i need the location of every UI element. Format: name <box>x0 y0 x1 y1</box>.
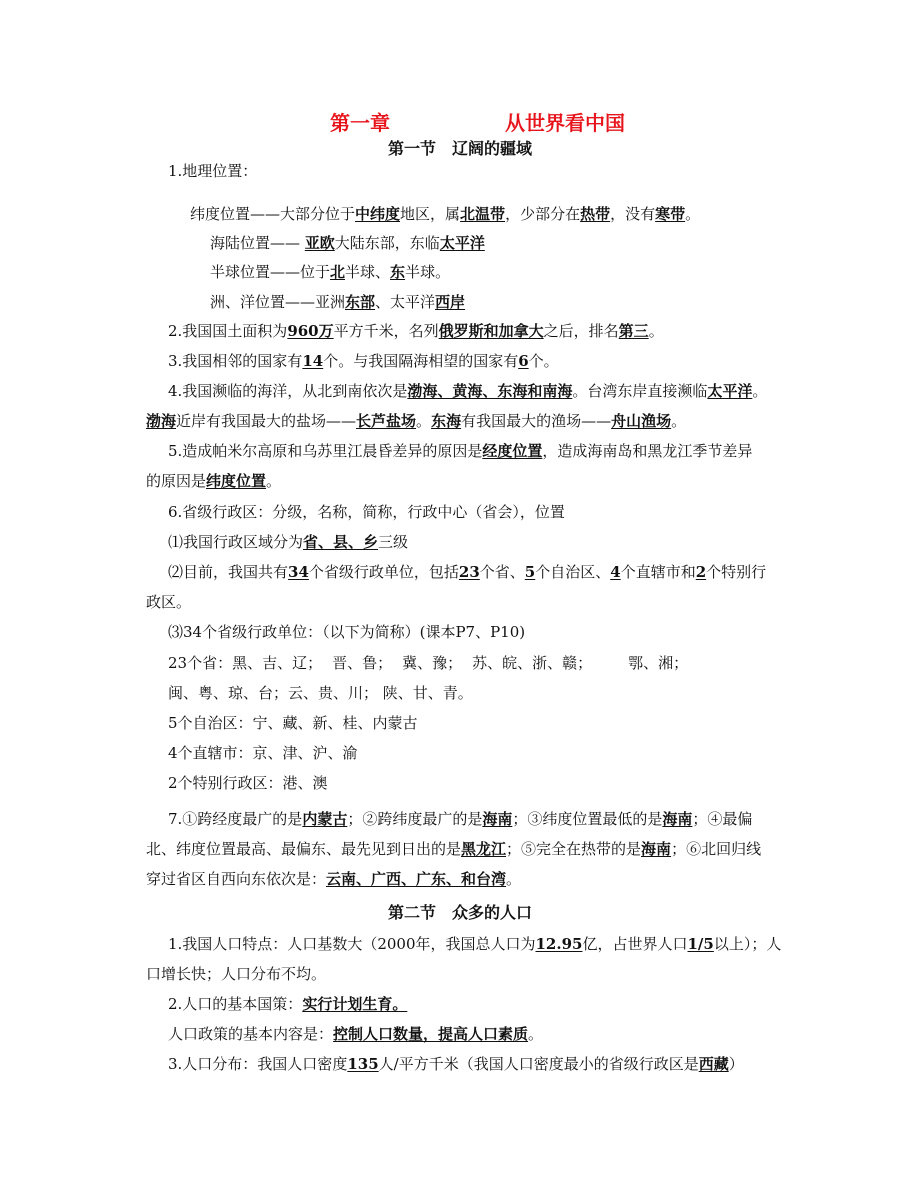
sea-land-position: 海陆位置—— 亚欧大陆东部，东临太平洋 <box>210 234 485 252</box>
chapter-title: 从世界看中国 <box>505 111 625 135</box>
extremes-line1: 7.①跨经度最广的是内蒙古；②跨纬度最广的是海南；③纬度位置最低的是海南；④最偏 <box>168 810 753 828</box>
seas-paragraph-line2: 渤海近岸有我国最大的盐场——长芦盐场。东海有我国最大的渔场——舟山渔场。 <box>146 412 687 430</box>
admin-levels: ⑴我国行政区域分为省、县、乡三级 <box>168 533 409 551</box>
section1-title: 第一节 辽阔的疆域 <box>387 139 532 158</box>
population-features-line2: 口增长快；人口分布不均。 <box>146 965 327 983</box>
continent-ocean-position: 洲、洋位置——亚洲东部、太平洋西岸 <box>210 293 466 311</box>
hemisphere-position: 半球位置——位于北半球、东半球。 <box>210 263 451 281</box>
seas-paragraph-line1: 4.我国濒临的海洋，从北到南依次是渤海、黄海、东海和南海。台湾东岸直接濒临太平洋。 <box>168 382 768 400</box>
admin-units-line1: ⑵目前，我国共有34个省级行政单位，包括23个省、5个自治区、4个直辖市和2个特别行 <box>168 563 767 581</box>
policy-line: 2.人口的基本国策：实行计划生育。 <box>168 995 408 1013</box>
autonomous-regions: 5个自治区：宁、藏、新、桂、内蒙古 <box>168 714 418 732</box>
time-difference-line1: 5.造成帕米尔高原和乌苏里江晨昏差异的原因是经度位置，造成海南岛和黑龙江季节差异 <box>168 442 753 460</box>
provinces-line2: 闽、粤、琼、台；云、贵、川； 陕、甘、青。 <box>168 684 473 702</box>
geo-location-heading: 1.地理位置： <box>168 162 258 180</box>
municipalities: 4个直辖市：京、津、沪、渝 <box>168 744 358 762</box>
population-distribution: 3.人口分布：我国人口密度135人/平方千米（我国人口密度最小的省级行政区是西藏） <box>168 1055 744 1073</box>
population-features-line1: 1.我国人口特点：人口基数大（2000年，我国总人口为12.95亿，占世界人口1/5以上）；人 <box>168 935 782 953</box>
section2-title: 第二节 众多的人口 <box>387 903 532 922</box>
special-regions: 2个特别行政区：港、澳 <box>168 774 328 792</box>
policy-content-line: 人口政策的基本内容是：控制人口数量，提高人口素质。 <box>168 1025 544 1043</box>
time-difference-line2: 的原因是纬度位置。 <box>146 472 282 490</box>
extremes-line3: 穿过省区自西向东依次是：云南、广西、广东、和台湾。 <box>146 870 522 888</box>
admin-units-line2: 政区。 <box>146 593 192 611</box>
latitude-position: 纬度位置——大部分位于中纬度地区，属北温带，少部分在热带，没有寒带。 <box>190 205 701 223</box>
provincial-heading: 6.省级行政区：分级，名称，简称，行政中心（省会），位置 <box>168 503 565 521</box>
area-paragraph: 2.我国国土面积为960万平方千米，名列俄罗斯和加拿大之后，排名第三。 <box>168 322 664 340</box>
abbreviations-heading: ⑶34个省级行政单位：（以下为简称）(课本P7、P10) <box>168 623 526 641</box>
chapter-label: 第一章 <box>330 111 390 135</box>
extremes-line2: 北、纬度位置最高、最偏东、最先见到日出的是黑龙江；⑤完全在热带的是海南；⑥北回归线 <box>146 840 762 858</box>
provinces-line1: 23个省：黑、吉、辽； 晋、鲁； 冀、豫； 苏、皖、浙、赣； 鄂、湘； <box>168 654 689 672</box>
neighbors-paragraph: 3.我国相邻的国家有14个。与我国隔海相望的国家有6个。 <box>168 352 559 370</box>
